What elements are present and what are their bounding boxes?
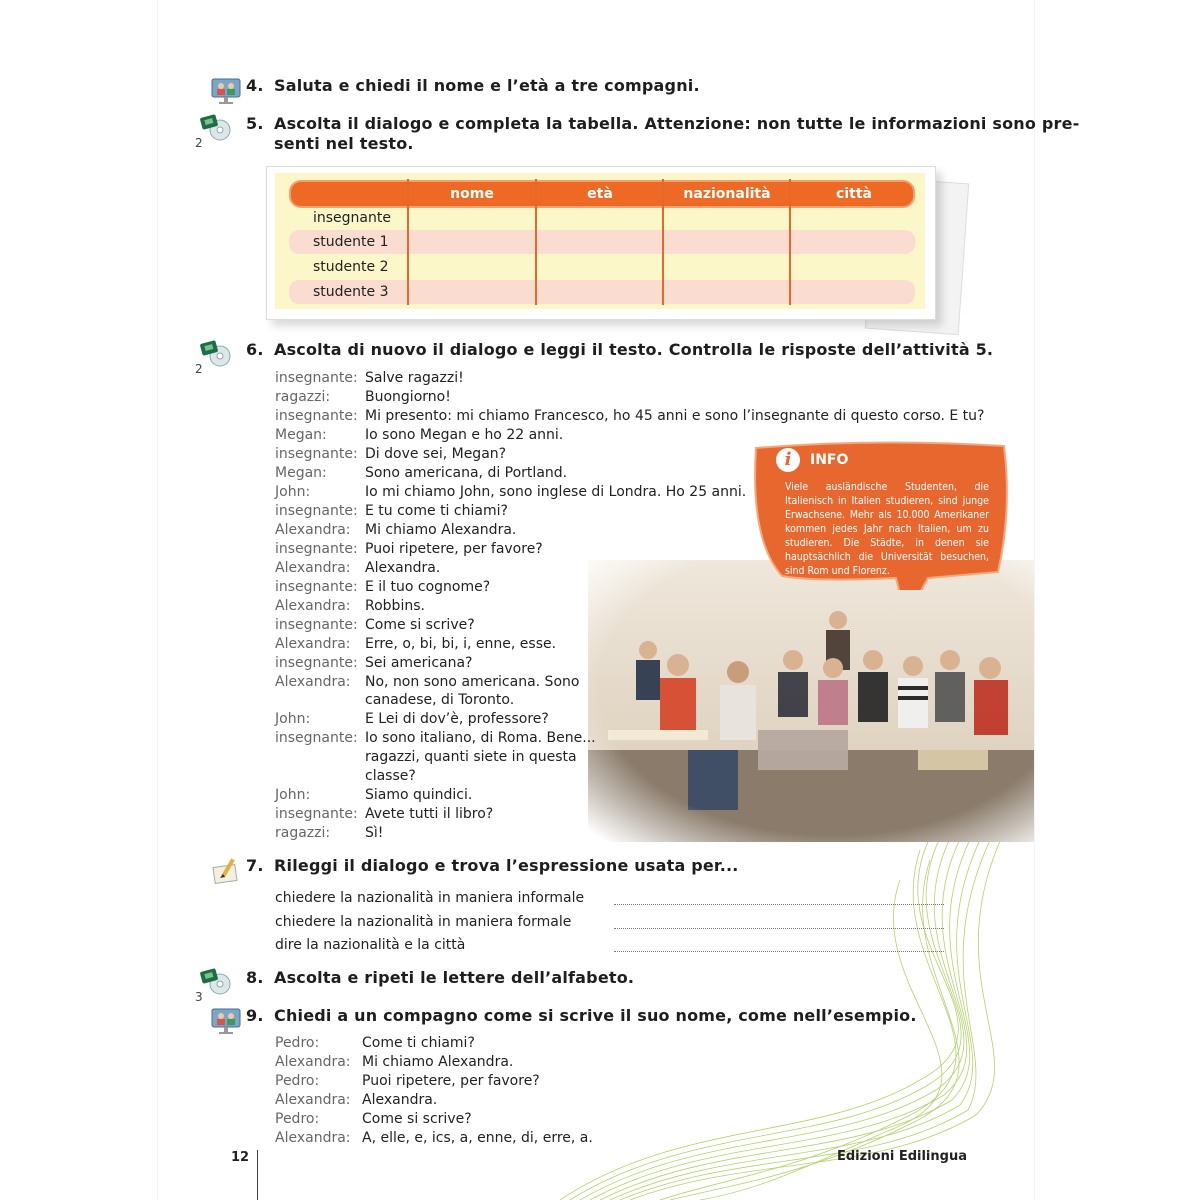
expression-prompt: chiedere la nazionalità in maniera formale <box>275 914 572 930</box>
page-number: 12 <box>231 1150 250 1165</box>
exercise-instruction: Chiedi a un compagno come si scrive il suo nome, come nell’esempio. <box>274 1006 917 1025</box>
dialogue-speaker: Alexandra: <box>275 560 351 576</box>
answer-blank[interactable] <box>614 916 944 929</box>
dialogue-speaker: Alexandra: <box>275 522 351 538</box>
dialogue-line: Come ti chiami? <box>362 1035 475 1051</box>
dialogue-line-continued: classe? <box>365 768 416 784</box>
column-header-citta: città <box>836 186 872 202</box>
dialogue-line: Come si scrive? <box>365 617 475 633</box>
dialogue-speaker: insegnante: <box>275 370 358 386</box>
cd-listening-icon <box>200 114 232 144</box>
exercise-9-heading <box>246 1006 917 1025</box>
dialogue-line: Io sono italiano, di Roma. Bene... <box>365 730 596 746</box>
column-divider <box>789 179 791 305</box>
dialogue-line: Buongiorno! <box>365 389 451 405</box>
cd-listening-icon <box>200 968 232 998</box>
dialogue-speaker: insegnante: <box>275 541 358 557</box>
audio-track-number: 2 <box>195 362 203 376</box>
classroom-photo <box>588 560 1034 842</box>
dialogue-line: Puoi ripetere, per favore? <box>362 1073 540 1089</box>
dialogue-speaker: ragazzi: <box>275 389 331 405</box>
dialogue-line: Puoi ripetere, per favore? <box>365 541 543 557</box>
exercise-4-heading <box>246 76 700 95</box>
footer-divider <box>257 1150 258 1200</box>
row-label-studente-3: studente 3 <box>313 284 389 300</box>
dialogue-line: E il tuo cognome? <box>365 579 491 595</box>
row-label-studente-2: studente 2 <box>313 259 389 275</box>
dialogue-line: Sei americana? <box>365 655 473 671</box>
exercise-5-heading-line2: senti nel testo. <box>274 134 414 153</box>
dialogue-line: No, non sono americana. Sono <box>365 674 580 690</box>
dialogue-line: Erre, o, bi, bi, i, enne, esse. <box>365 636 557 652</box>
dialogue-speaker: insegnante: <box>275 503 358 519</box>
info-title: INFO <box>810 452 849 468</box>
dialogue-line-continued: ragazzi, quanti siete in questa <box>365 749 577 765</box>
dialogue-line: Io sono Megan e ho 22 anni. <box>365 427 564 443</box>
exercise-instruction: Ascolta il dialogo e completa la tabella. Attenzione: non tutte le informazioni sono pre- <box>274 114 1080 133</box>
dialogue-line: Alexandra. <box>362 1092 438 1108</box>
dialogue-speaker: Alexandra: <box>275 598 351 614</box>
audio-track-number: 2 <box>195 136 203 150</box>
dialogue-speaker: Megan: <box>275 427 327 443</box>
dialogue-line: Di dove sei, Megan? <box>365 446 507 462</box>
column-divider <box>535 179 537 305</box>
exercise-number: 7. <box>246 856 264 875</box>
dialogue-speaker: John: <box>275 787 311 803</box>
dialogue-line: E Lei di dov’è, professore? <box>365 711 549 727</box>
expression-prompt: chiedere la nazionalità in maniera informale <box>275 890 585 906</box>
info-icon: i <box>776 448 800 472</box>
exercise-number: 9. <box>246 1006 264 1025</box>
info-text: Viele ausländische Studenten, die Italienisch in Italien studieren, sind junge Erwachsene. Mehr als 10.000 Amerikaner kommen jedes Jahr nach Italien, um zu studieren. Die Städte, in denen sie hauptsächlich die Universität besuchen, sind Rom und Florenz. <box>785 481 989 577</box>
row-label-insegnante: insegnante <box>313 210 391 226</box>
exercise-number: 8. <box>246 968 264 987</box>
dialogue-speaker: insegnante: <box>275 446 358 462</box>
dialogue-speaker: Pedro: <box>275 1035 320 1051</box>
dialogue-speaker: insegnante: <box>275 655 358 671</box>
dialogue-speaker: Alexandra: <box>275 1130 351 1146</box>
dialogue-speaker: Alexandra: <box>275 1092 351 1108</box>
dialogue-line: E tu come ti chiami? <box>365 503 508 519</box>
column-header-eta: età <box>587 186 613 202</box>
dialogue-line: Sono americana, di Portland. <box>365 465 568 481</box>
expression-prompt: dire la nazionalità e la città <box>275 937 466 953</box>
dialogue-speaker: Alexandra: <box>275 674 351 690</box>
dialogue-line: Mi chiamo Alexandra. <box>365 522 517 538</box>
writing-icon <box>210 856 242 886</box>
dialogue-speaker: Megan: <box>275 465 327 481</box>
dialogue-speaker: ragazzi: <box>275 825 331 841</box>
dialogue-speaker: insegnante: <box>275 408 358 424</box>
column-header-nome: nome <box>450 186 494 202</box>
dialogue-line: Mi presento: mi chiamo Francesco, ho 45 anni e sono l’insegnante di questo corso. E tu? <box>365 408 985 424</box>
dialogue-line: Salve ragazzi! <box>365 370 464 386</box>
dialogue-speaker: Alexandra: <box>275 1054 351 1070</box>
table-body <box>275 173 925 309</box>
exercise-6-heading <box>246 340 993 359</box>
dialogue-speaker: insegnante: <box>275 730 358 746</box>
dialogue-speaker: insegnante: <box>275 579 358 595</box>
answer-blank[interactable] <box>614 939 944 952</box>
column-header-nazionalita: nazionalità <box>683 186 771 202</box>
exercise-5-heading <box>246 114 1080 133</box>
dialogue-line: Alexandra. <box>365 560 441 576</box>
publisher-name: Edizioni Edilingua <box>837 1149 967 1164</box>
exercise-8-heading <box>246 968 634 987</box>
cd-listening-icon <box>200 340 232 370</box>
exercise-number: 6. <box>246 340 264 359</box>
pair-work-icon <box>210 76 242 106</box>
table-header <box>289 180 915 208</box>
dialogue-speaker: John: <box>275 484 311 500</box>
dialogue-line: Avete tutti il libro? <box>365 806 494 822</box>
info-table <box>266 166 936 320</box>
row-label-studente-1: studente 1 <box>313 234 389 250</box>
exercise-number: 4. <box>246 76 264 95</box>
dialogue-speaker: Alexandra: <box>275 636 351 652</box>
exercise-instruction: Rileggi il dialogo e trova l’espressione usata per... <box>274 856 739 875</box>
audio-track-number: 3 <box>195 990 203 1004</box>
pair-work-icon <box>210 1006 242 1036</box>
dialogue-line-continued: canadese, di Toronto. <box>365 692 515 708</box>
dialogue-line: Siamo quindici. <box>365 787 473 803</box>
dialogue-speaker: insegnante: <box>275 617 358 633</box>
column-divider <box>407 179 409 305</box>
dialogue-speaker: Pedro: <box>275 1111 320 1127</box>
dialogue-speaker: John: <box>275 711 311 727</box>
dialogue-line: Mi chiamo Alexandra. <box>362 1054 514 1070</box>
dialogue-line: Robbins. <box>365 598 425 614</box>
dialogue-line: Sì! <box>365 825 384 841</box>
answer-blank[interactable] <box>614 892 944 905</box>
exercise-instruction: Ascolta di nuovo il dialogo e leggi il testo. Controlla le risposte dell’attività 5. <box>274 340 994 359</box>
dialogue-line: A, elle, e, ics, a, enne, di, erre, a. <box>362 1130 593 1146</box>
dialogue-line: Io mi chiamo John, sono inglese di Londra. Ho 25 anni. <box>365 484 747 500</box>
exercise-7-heading <box>246 856 739 875</box>
dialogue-line: Come si scrive? <box>362 1111 472 1127</box>
dialogue-speaker: insegnante: <box>275 806 358 822</box>
dialogue-speaker: Pedro: <box>275 1073 320 1089</box>
exercise-instruction: Ascolta e ripeti le lettere dell’alfabeto. <box>274 968 635 987</box>
exercise-number: 5. <box>246 114 264 133</box>
column-divider <box>662 179 664 305</box>
exercise-instruction: Saluta e chiedi il nome e l’età a tre compagni. <box>274 76 700 95</box>
